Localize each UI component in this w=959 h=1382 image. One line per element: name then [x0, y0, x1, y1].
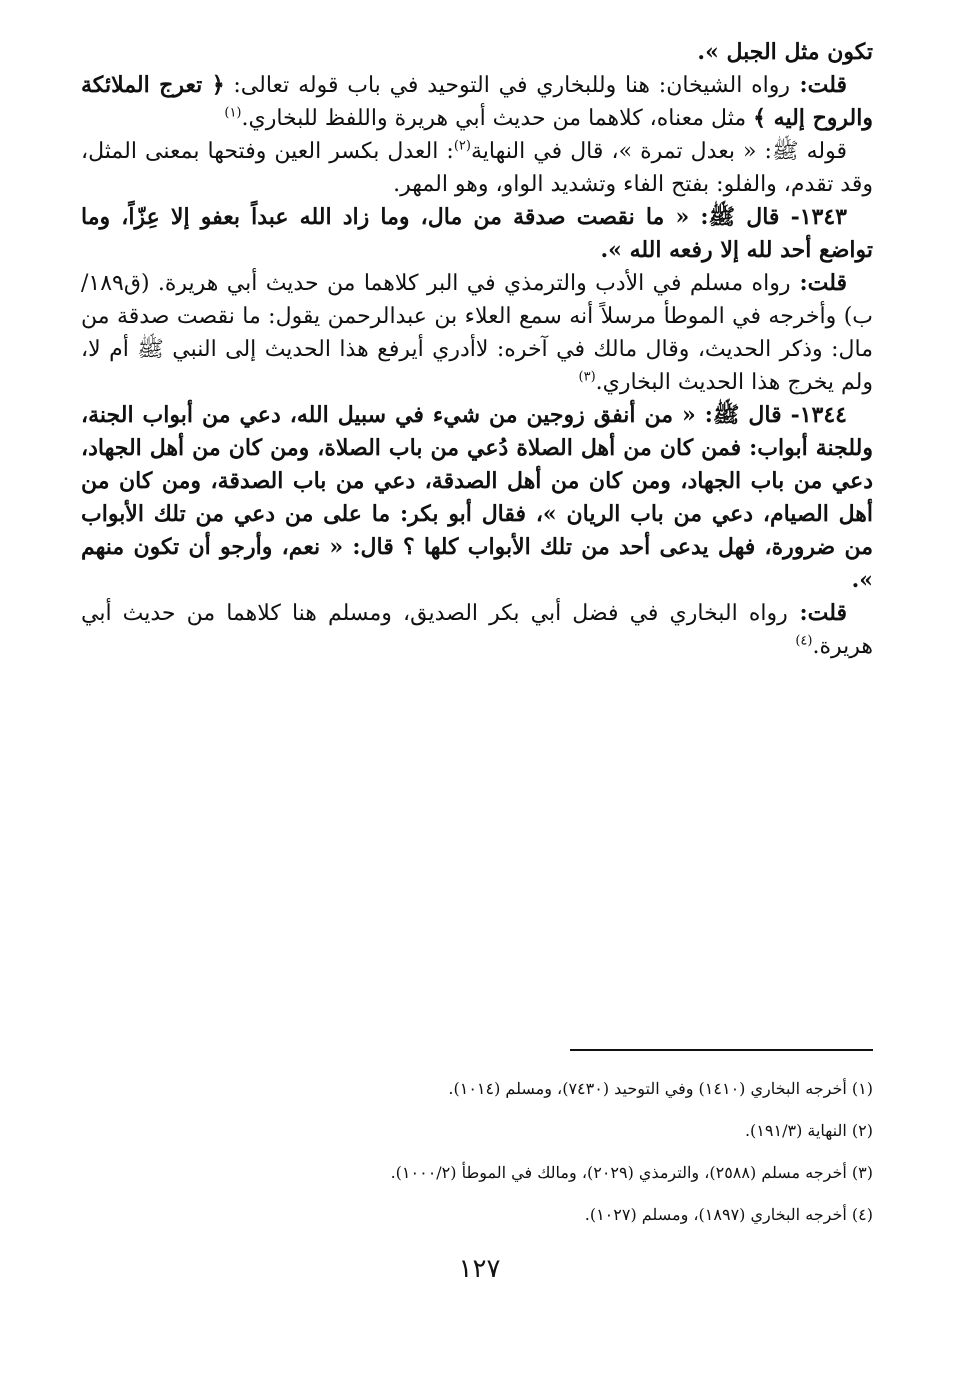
- bold-text: ١٣٤٣- قال ﷺ: « ما نقصت صدقة من مال، وما زاد الله عبداً بعفو إلا عِزّاً، وما تواضع أحد لله إلا رفعه الله ».: [81, 204, 873, 263]
- bold-text: تكون مثل الجبل ».: [697, 39, 873, 65]
- footnote-item: (٤) أخرجه البخاري (١٨٩٧)، ومسلم (١٠٢٧).: [584, 1205, 873, 1224]
- text-span: رواه البخاري في فضل أبي بكر الصديق، ومسلم هنا كلاهما من حديث أبي هريرة.: [81, 601, 873, 659]
- footnotes: [81, 1068, 873, 1236]
- text-span: : العدل بكسر العين وفتحها بمعنى المثل، وقد تقدم، والفلو: بفتح الفاء وتشديد الواو، وهو المهر.: [81, 139, 873, 197]
- main-text: [81, 36, 873, 663]
- paragraph-p6: [81, 399, 873, 597]
- text-span: مثل معناه، كلاهما من حديث أبي هريرة واللفظ للبخاري.: [241, 106, 754, 131]
- bold-text: ١٣٤٤- قال ﷺ: « من أنفق زوجين من شيء في سبيل الله، دعي من أبواب الجنة، وللجنة أبواب: فمن كان من أهل الصلاة دُعي من باب الصلاة، ومن كان من أهل الجهاد، دعي من باب الجهاد، ومن كان من أهل الصدقة، دعي من باب الصدقة، ومن كان من أهل الصيام، دعي من باب الريان »، فقال أبو بكر: ما على من دعي من تلك الأبواب من ضرورة، فهل يدعى أحد من تلك الأبواب كلها ؟ قال: « نعم، وأرجو أن تكون منهم ».: [81, 402, 873, 593]
- footnote-marker: (١): [224, 105, 242, 121]
- footnote-item: (١) أخرجه البخاري (١٤١٠) وفي التوحيد (٧٤٣٠)، ومسلم (١٠١٤).: [448, 1079, 873, 1098]
- text-span: رواه الشيخان: هنا وللبخاري في التوحيد في باب قوله تعالى:: [224, 73, 791, 98]
- footnote-marker: (٣): [578, 369, 596, 385]
- footnote-marker: (٤): [795, 633, 813, 649]
- text-span: قوله ﷺ: « بعدل تمرة »، قال في النهاية: [470, 139, 847, 164]
- footnote-item: (٢) النهاية (١٩١/٣).: [744, 1121, 873, 1140]
- bold-text: قلت:: [787, 600, 847, 626]
- footnote-marker: (٢): [453, 138, 471, 154]
- paragraph-p2: [81, 69, 873, 135]
- bold-text: ﴿ تعرج الملائكة والروح إليه ﴾: [81, 72, 873, 131]
- paragraph-p3: [81, 135, 873, 201]
- paragraph-p7: [81, 597, 873, 663]
- bold-text: قلت:: [790, 270, 848, 296]
- footnote-separator: [570, 1049, 873, 1051]
- page-number: ١٢٧: [458, 1254, 501, 1284]
- paragraph-p1: [81, 36, 873, 69]
- bold-text: قلت:: [790, 72, 847, 98]
- paragraph-p4: [81, 201, 873, 267]
- text-span: رواه مسلم في الأدب والترمذي في البر كلاهما من حديث أبي هريرة. (ق١٨٩/ب) وأخرجه في الموطأ مرسلاً أنه سمع العلاء بن عبدالرحمن يقول: ما نقصت صدقة من مال: وذكر الحديث، وقال مالك في آخره: لاأدري أيرفع هذا الحديث إلى النبي ﷺ أم لا، ولم يخرج هذا الحديث البخاري.: [81, 271, 873, 395]
- footnote-item: (٣) أخرجه مسلم (٢٥٨٨)، والترمذي (٢٠٢٩)، ومالك في الموطأ (١٠٠٠/٢).: [390, 1163, 873, 1182]
- paragraph-p5: [81, 267, 873, 399]
